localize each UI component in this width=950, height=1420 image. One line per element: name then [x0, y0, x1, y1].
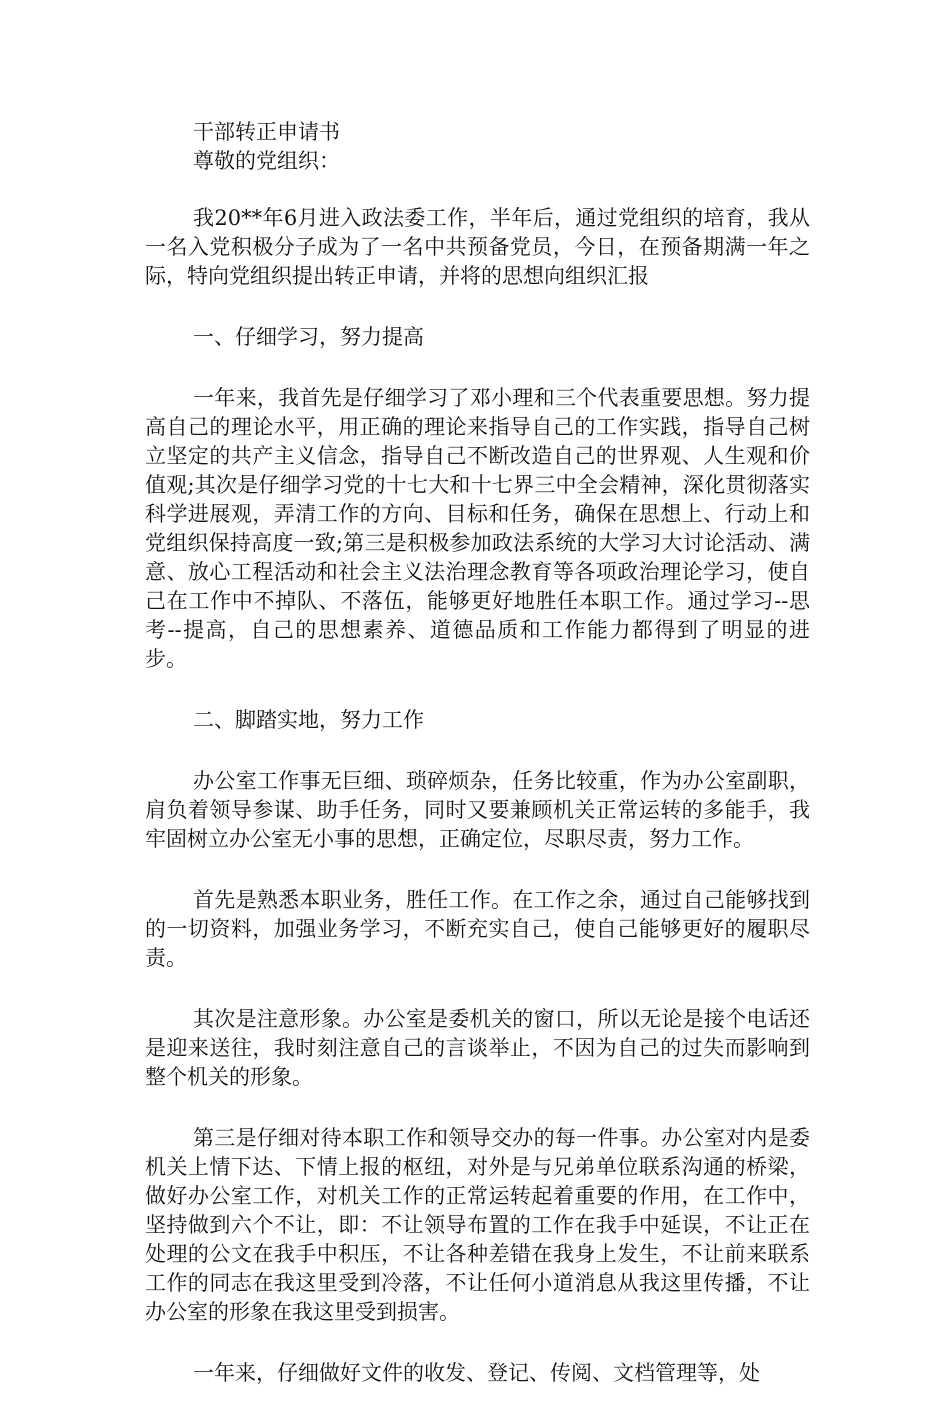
paragraph-office-work: 办公室工作事无巨细、琐碎烦杂，任务比较重，作为办公室副职，肩负着领导参谋、助手任务，同时又要兼顾机关正常运转的多能手，我牢固树立办公室无小事的思想，正确定位，尽职尽责，努力工作。	[145, 769, 810, 851]
paragraph-year-summary: 一年来，仔细做好文件的收发、登记、传阅、文档管理等，处	[193, 1361, 760, 1385]
section-heading-work: 二、脚踏实地，努力工作	[193, 708, 424, 732]
document-title: 干部转正申请书	[193, 120, 340, 144]
paragraph-study: 一年来，我首先是仔细学习了邓小理和三个代表重要思想。努力提高自己的理论水平，用正确的理论来指导自己的工作实践，指导自己树立坚定的共产主义信念，指导自己不断改造自己的世界观、人生观和价值观;其次是仔细学习党的十七大和十七界三中全会精神，深化贯彻落实科学进展观，弄清工作的方向、目标和任务，确保在思想上、行动上和党组织保持高度一致;第三是积极参加政法系统的大学习大讨论活动、满意、放心工程活动和社会主义法治理念教育等各项政治理论学习，使自己在工作中不掉队、不落伍，能够更好地胜任本职工作。通过学习--思考--提高，自己的思想素养、道德品质和工作能力都得到了明显的进步。	[145, 386, 810, 671]
section-heading-study: 一、仔细学习，努力提高	[193, 325, 424, 349]
paragraph-intro: 我20**年6月进入政法委工作，半年后，通过党组织的培育，我从一名入党积极分子成为了一名中共预备党员，今日，在预备期满一年之际，特向党组织提出转正申请，并将的思想向组织汇报	[145, 206, 810, 288]
salutation: 尊敬的党组织：	[193, 149, 340, 173]
paragraph-third-point: 第三是仔细对待本职工作和领导交办的每一件事。办公室对内是委机关上情下达、下情上报的枢纽，对外是与兄弟单位联系沟通的桥梁，做好办公室工作，对机关工作的正常运转起着重要的作用，在工作中，坚持做到六个不让，即：不让领导布置的工作在我手中延误，不让正在处理的公文在我手中积压，不让各种差错在我身上发生，不让前来联系工作的同志在我这里受到冷落，不让任何小道消息从我这里传播，不让办公室的形象在我这里受到损害。	[145, 1126, 810, 1324]
paragraph-second-point: 其次是注意形象。办公室是委机关的窗口，所以无论是接个电话还是迎来送往，我时刻注意自己的言谈举止，不因为自己的过失而影响到整个机关的形象。	[145, 1007, 810, 1089]
document-body	[145, 118, 810, 1420]
paragraph-first-point: 首先是熟悉本职业务，胜任工作。在工作之余，通过自己能够找到的一切资料，加强业务学习，不断充实自己，使自己能够更好的履职尽责。	[145, 888, 810, 970]
